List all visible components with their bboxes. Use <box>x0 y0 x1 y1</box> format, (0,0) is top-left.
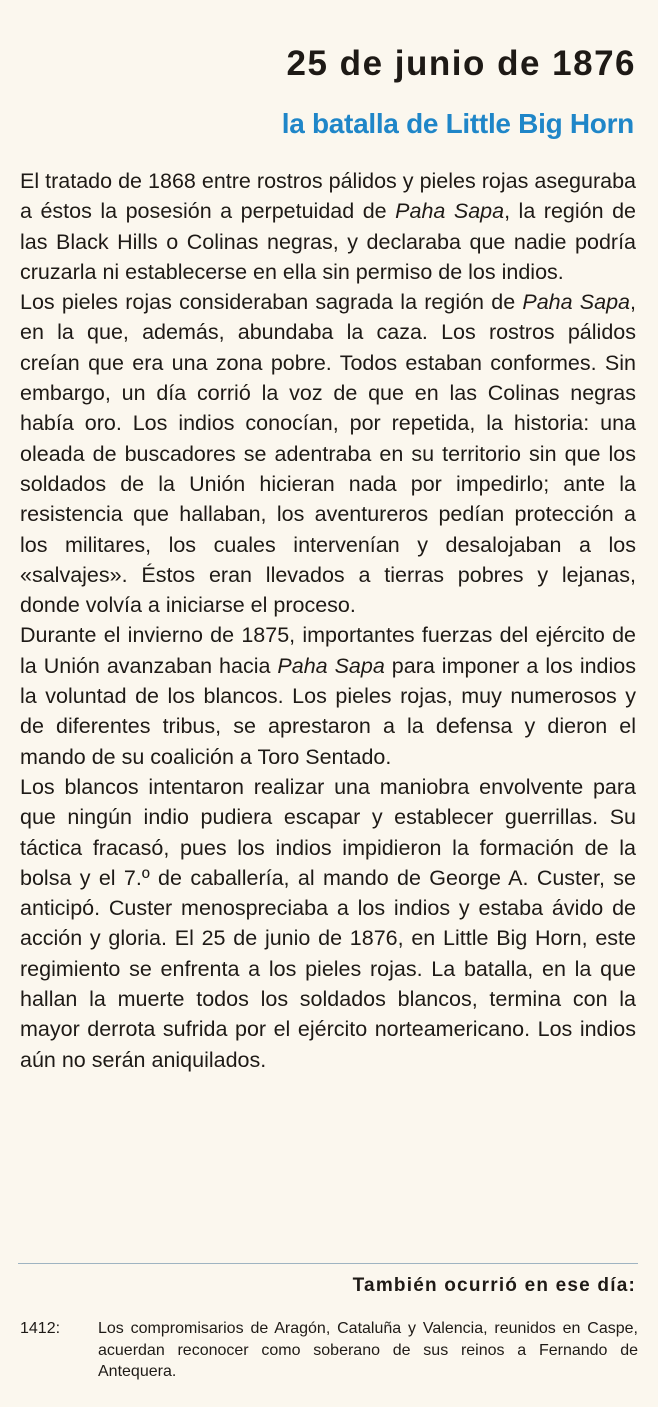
text-run: El tratado de 1868 entre rostros pálidos y pieles rojas aseguraba a éstos la posesión a perpetuidad de <box>20 169 636 224</box>
text-run-italic: Paha Sapa <box>395 199 505 224</box>
event-entry <box>20 1318 638 1383</box>
article-paragraph <box>20 166 636 287</box>
article-paragraph <box>20 772 636 1075</box>
page-title: 25 de junio de 1876 <box>286 44 636 83</box>
article-body <box>20 166 636 1075</box>
text-run: Los pieles rojas consideraban sagrada la región de <box>20 290 523 315</box>
article-paragraph <box>20 620 636 771</box>
page-subtitle: la batalla de Little Big Horn <box>281 108 634 139</box>
article-paragraph <box>20 287 636 620</box>
text-run: , en la que, además, abundaba la caza. Los rostros pálidos creían que era una zona pobre. Todos estaban conformes. Sin embargo, un día corrió la voz de que en las Colinas negras había oro. Los indios conocían, por repetida, la historia: una oleada de buscadores se adentraba en su territorio sin que los soldados de la Unión hicieran nada por impedirlo; ante la resistencia que hallaban, los aventureros pedían protección a los militares, los cuales intervenían y desalojaban a los «salvajes». Éstos eran llevados a tierras pobres y lejanas, donde volvía a iniciarse el proceso. <box>20 290 636 618</box>
text-run: para imponer a los indios la voluntad de los blancos. Los pieles rojas, muy numerosos y de diferentes tribus, se aprestaron a la defensa y dieron el mando de su coalición a Toro Sentado. <box>20 653 636 769</box>
also-happened-title: También ocurrió en ese día: <box>352 1275 636 1296</box>
text-run-italic: Paha Sapa <box>522 290 631 315</box>
event-year: 1412: <box>20 1320 61 1337</box>
event-text: Los compromisarios de Aragón, Cataluña y Valencia, reunidos en Caspe, acuerdan reconocer como soberano de sus reinos a Fernando de Antequera. <box>98 1320 638 1380</box>
text-run: Los blancos intentaron realizar una maniobra envolvente para que ningún indio pudiera escapar y establecer guerrillas. Su táctica fracasó, pues los indios impidieron la formación de la bolsa y el 7.º de caballería, al mando de George A. Custer, se anticipó. Custer menospreciaba a los indios y estaba ávido de acción y gloria. El 25 de junio de 1876, en Little Big Horn, este regimiento se enfrenta a los pieles rojas. La batalla, en la que hallan la muerte todos los soldados blancos, termina con la mayor derrota sufrida por el ejército norteamericano. Los indios aún no serán aniquilados. <box>20 774 636 1072</box>
text-run-italic: Paha Sapa <box>277 653 385 678</box>
text-run: , la región de las Black Hills o Colinas negras, y declaraba que nadie podría cruzarla ni establecerse en ella sin permiso de los indios. <box>20 199 636 284</box>
text-run: Durante el invierno de 1875, importantes fuerzas del ejército de la Unión avanzaban hacia <box>20 623 636 678</box>
section-divider <box>18 1263 638 1264</box>
